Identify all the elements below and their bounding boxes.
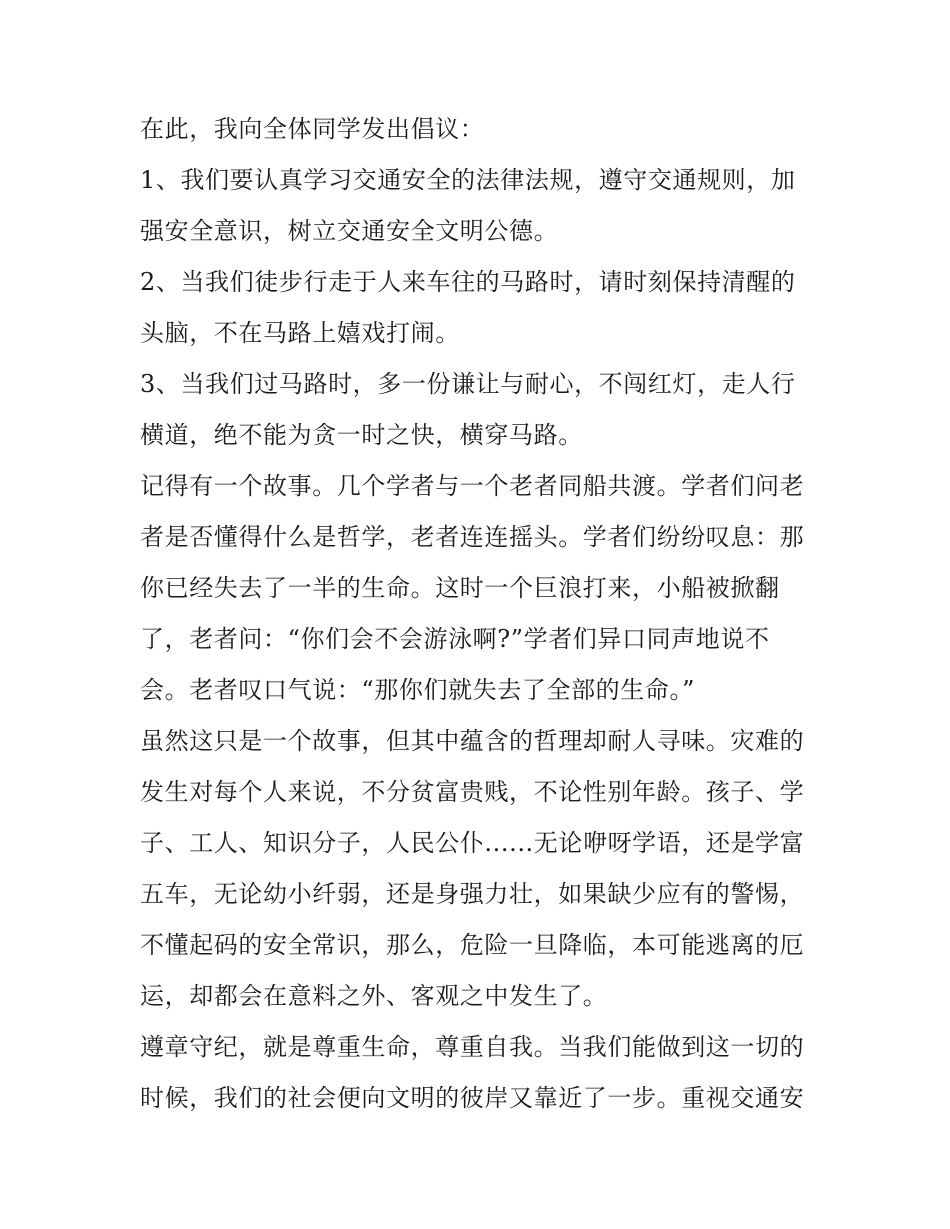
text-line: 虽然这只是一个故事，但其中蕴含的哲理却耐人寻味。灾难的 (140, 727, 805, 755)
text-line: 在此，我向全体同学发出倡议： (140, 115, 485, 143)
text-line: 时候，我们的社会便向文明的彼岸又靠近了一步。重视交通安 (140, 1084, 805, 1112)
document-body (140, 104, 820, 1124)
text-line: 1、我们要认真学习交通安全的法律法规，遵守交通规则，加 (140, 166, 796, 194)
text-line: 记得有一个故事。几个学者与一个老者同船共渡。学者们问老 (140, 472, 805, 500)
text-line: 者是否懂得什么是哲学，老者连连摇头。学者们纷纷叹息：那 (140, 523, 805, 551)
text-line: 遵章守纪，就是尊重生命，尊重自我。当我们能做到这一切的 (140, 1033, 805, 1061)
text-line: 3、当我们过马路时，多一份谦让与耐心，不闯红灯，走人行 (140, 370, 796, 398)
text-line: 不懂起码的安全常识，那么，危险一旦降临，本可能逃离的厄 (140, 931, 805, 959)
text-line: 子、工人、知识分子，人民公仆......无论咿呀学语，还是学富 (140, 829, 805, 857)
text-line: 2、当我们徒步行走于人来车往的马路时，请时刻保持清醒的 (140, 268, 796, 296)
text-line: 发生对每个人来说，不分贫富贵贱，不论性别年龄。孩子、学 (140, 778, 805, 806)
text-line: 横道，绝不能为贪一时之快，横穿马路。 (140, 421, 583, 449)
text-line: 头脑，不在马路上嬉戏打闹。 (140, 319, 460, 347)
text-line: 五车，无论幼小纤弱，还是身强力壮，如果缺少应有的警惕， (140, 880, 805, 908)
text-line: 你已经失去了一半的生命。这时一个巨浪打来，小船被掀翻 (140, 574, 780, 602)
text-line: 运，却都会在意料之外、客观之中发生了。 (140, 982, 608, 1010)
text-line: 了，老者问：“你们会不会游泳啊?”学者们异口同声地说不 (140, 625, 770, 653)
text-line: 会。老者叹口气说：“那你们就失去了全部的生命。” (140, 676, 695, 704)
text-line: 强安全意识，树立交通安全文明公德。 (140, 217, 559, 245)
